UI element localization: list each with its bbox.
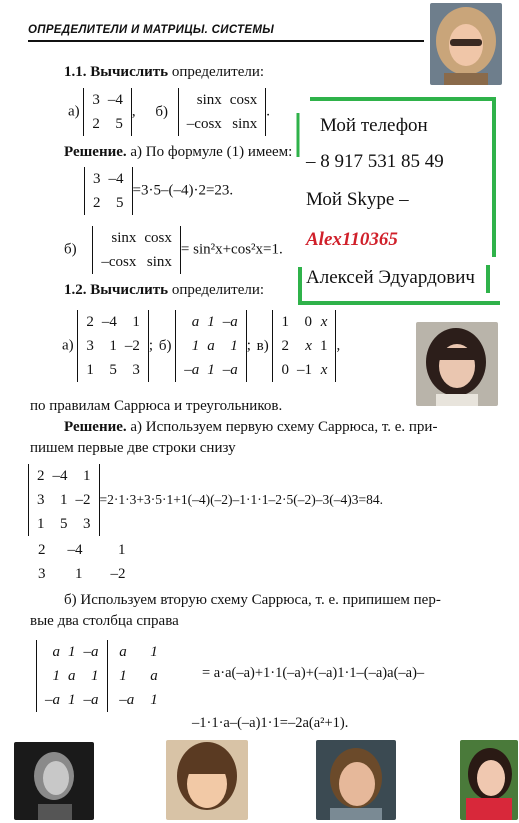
det-1-2-a: 2 –4 1 3 1 –2 1 5 3 — [77, 310, 149, 382]
contact-name: Алексей Эдуардович — [306, 267, 475, 288]
problem-1-2-heading: 1.2. Вычислить определители: — [64, 282, 265, 298]
phone-number: – 8 917 531 85 49 — [306, 151, 444, 172]
problem-1-1-dets: а) 3 –4 2 5 , б) sinx cosx –cosx sinx . — [68, 88, 270, 136]
solution-1-2-line1: Решение. а) Используем первую схему Саррюса, т. е. при- — [64, 419, 438, 435]
det-1-1-b-copy: sinx cosx –cosx sinx — [92, 226, 181, 274]
skype-id: Alex110365 — [306, 229, 398, 250]
sarrus-scheme-a: 2 –4 1 3 1 –2 1 5 3 =2·1·3+3·5·1+1(–4)(–2)–1·1·1–2·5(–2)–3(–4)3=84. — [28, 464, 383, 536]
sarrus-scheme-b — [36, 640, 162, 712]
sarrus-det-b: a 1 –a 1 a 1 –a 1 –a — [36, 640, 108, 712]
problem-1-2-dets: а) 2 –4 1 3 1 –2 1 5 3 ; б) a 1 –a 1 a 1 –a 1 –a ; в) 1 0 x 2 x 1 0 –1 x , — [62, 310, 340, 382]
solution-1-2-b-line2: вые два столбца справа — [30, 613, 179, 629]
skype-label: Мой Skype – — [306, 189, 409, 210]
contact-box — [296, 97, 500, 305]
header-rule — [28, 40, 424, 42]
sarrus-b-result-2: –1·1·a–(–a)1·1=–2a(a²+1). — [192, 715, 349, 731]
solution-1-2-line2: пишем первые две строки снизу — [30, 440, 236, 456]
solution-1-2-b-line1: б) Используем вторую схему Саррюса, т. е. припишем пер- — [64, 592, 441, 608]
portrait-photo-bottom-2 — [166, 740, 248, 820]
det-1-1-a-copy: 3 –4 2 5 — [84, 167, 133, 215]
solution-1-1-a: 3 –4 2 5 =3·5–(–4)·2=23. — [84, 167, 233, 215]
solution-1-1-heading: Решение. а) По формуле (1) имеем: — [64, 144, 293, 160]
portrait-photo-bottom-4 — [460, 740, 518, 820]
phone-label: Мой телефон — [320, 115, 428, 136]
page-header: ОПРЕДЕЛИТЕЛИ И МАТРИЦЫ. СИСТЕМЫ — [28, 24, 274, 36]
sarrus-extra-cols-b: a 1 1 a –a 1 — [119, 643, 158, 708]
label-a: а) — [68, 103, 80, 120]
sarrus-det-a: 2 –4 1 3 1 –2 1 5 3 — [28, 464, 100, 536]
det-1-1-b: sinx cosx –cosx sinx — [178, 88, 267, 136]
det-1-1-a: 3 –4 2 5 — [83, 88, 132, 136]
portrait-photo-middle — [416, 322, 498, 406]
method-text: по правилам Саррюса и треугольников. — [30, 398, 283, 414]
det-1-2-c: 1 0 x 2 x 1 0 –1 x — [272, 310, 336, 382]
portrait-photo-top — [430, 3, 502, 85]
solution-1-1-b: б) sinx cosx –cosx sinx = sin²x+cos²x=1. — [64, 226, 283, 274]
sarrus-extra-rows-a: 2 –4 1 3 1 –2 — [38, 541, 126, 582]
label-b: б) — [155, 103, 169, 120]
problem-1-1-heading: 1.1. Вычислить определители: — [64, 64, 265, 80]
sarrus-b-result-1: = a·a(–a)+1·1(–a)+(–a)1·1–(–a)a(–a)– — [202, 665, 425, 681]
portrait-photo-bottom-1 — [14, 742, 94, 820]
portrait-photo-bottom-3 — [316, 740, 396, 820]
det-1-2-b: a 1 –a 1 a 1 –a 1 –a — [175, 310, 247, 382]
